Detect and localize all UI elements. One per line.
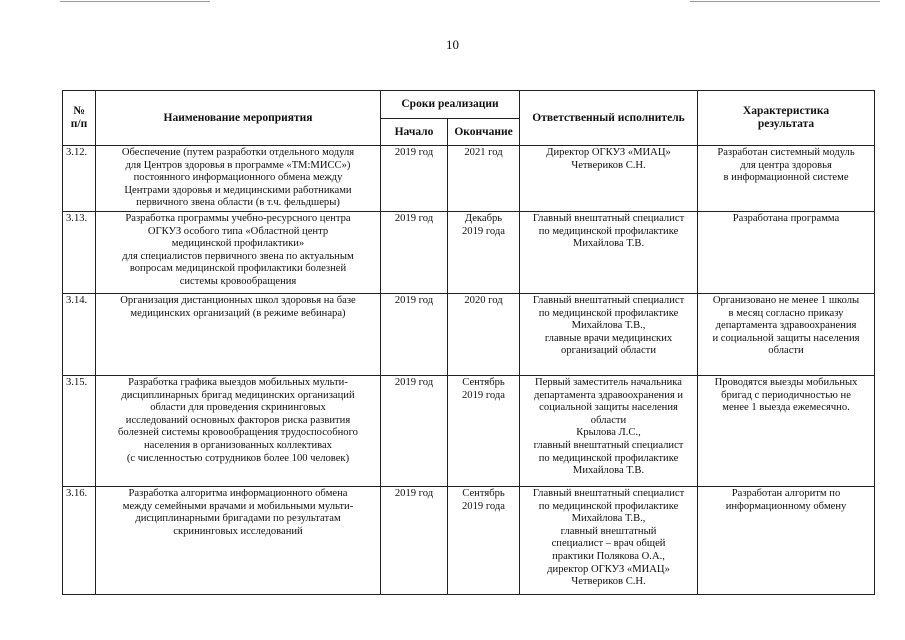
header-num-text: № п/п bbox=[70, 105, 88, 130]
row-end bbox=[448, 211, 520, 293]
header-result-text: Характеристика результата bbox=[742, 105, 830, 130]
row-result-text: Разработан алгоритм по информационному обмену bbox=[725, 487, 847, 512]
row-end-text: Декабрь 2019 года bbox=[462, 212, 506, 237]
row-start: 2019 год bbox=[381, 146, 448, 212]
row-result-text: Разработана программа bbox=[732, 212, 840, 224]
row-end-text: 2021 год bbox=[464, 147, 503, 158]
row-result-text: Организовано не менее 1 школы в месяц согласно приказу департамента здравоохранения и социальной защиты населения области bbox=[712, 294, 860, 357]
page-number: 10 bbox=[446, 37, 459, 52]
header-name: Наименование мероприятия bbox=[96, 91, 381, 146]
row-end: 2020 год bbox=[448, 293, 520, 375]
row-end-text: Сентябрь 2019 года bbox=[462, 376, 506, 401]
table-row bbox=[63, 486, 875, 594]
header-terms: Сроки реализации bbox=[381, 91, 520, 119]
row-start: 2019 год bbox=[381, 486, 448, 594]
row-num: 3.14. bbox=[63, 293, 96, 375]
header-result bbox=[698, 91, 875, 146]
row-result-text: Разработан системный модуль для центра здоровья в информационной системе bbox=[717, 147, 855, 184]
row-result bbox=[698, 293, 875, 375]
row-executor bbox=[520, 211, 698, 293]
scan-artifact-line bbox=[690, 1, 880, 2]
row-end bbox=[448, 146, 520, 212]
row-end bbox=[448, 486, 520, 594]
row-result bbox=[698, 375, 875, 486]
row-num: 3.16. bbox=[63, 486, 96, 594]
row-start: 2019 год bbox=[381, 375, 448, 486]
header-executor: Ответственный исполнитель bbox=[520, 91, 698, 146]
header-num bbox=[63, 91, 96, 146]
row-result bbox=[698, 211, 875, 293]
row-executor bbox=[520, 146, 698, 212]
row-name-text: Разработка алгоритма информационного обмена между семейными врачами и мобильными мульти- дисциплинарными бригадами по результатам скрининговых исследований bbox=[122, 487, 354, 537]
row-num: 3.13. bbox=[63, 211, 96, 293]
row-name bbox=[96, 293, 381, 375]
row-executor-text: Главный внештатный специалист по медицинской профилактике Михайлова Т.В. bbox=[532, 212, 685, 250]
row-executor-text: Главный внештатный специалист по медицинской профилактике Михайлова Т.В., главный внештатный специалист – врач общей практики Полякова О.А., директор ОГКУЗ «МИАЦ» Четвериков С.Н. bbox=[532, 487, 685, 588]
row-name-text: Разработка программы учебно-ресурсного центра ОГКУЗ особого типа «Областной центр медицинской профилактики» для специалистов первичного звена по актуальным вопросам медицинской профилактики болезней системы кровообращения bbox=[122, 212, 354, 287]
row-name bbox=[96, 146, 381, 212]
row-executor bbox=[520, 486, 698, 594]
row-num: 3.12. bbox=[63, 146, 96, 212]
row-start: 2019 год bbox=[381, 293, 448, 375]
row-executor bbox=[520, 375, 698, 486]
row-executor-text: Главный внештатный специалист по медицинской профилактике Михайлова Т.В., главные врачи медицинских организаций области bbox=[532, 294, 685, 357]
row-start: 2019 год bbox=[381, 211, 448, 293]
row-end-text: Сентябрь 2019 года bbox=[462, 487, 506, 512]
table-row bbox=[63, 211, 875, 293]
row-executor-text: Первый заместитель начальника департамента здравоохранения и социальной защиты населения области Крылова Л.С., главный внештатный специалист по медицинской профилактике Михайлова Т.В. bbox=[533, 376, 684, 477]
row-result bbox=[698, 486, 875, 594]
header-end: Окончание bbox=[448, 119, 520, 146]
scan-artifact-line bbox=[60, 1, 210, 2]
row-executor-text: Директор ОГКУЗ «МИАЦ» Четвериков С.Н. bbox=[546, 147, 671, 171]
row-end bbox=[448, 375, 520, 486]
row-name-text: Разработка графика выездов мобильных мульти- дисциплинарных бригад медицинских организаций области для проведения скрининговых исследований основных факторов риска развития болезней системы кровообращения трудоспособного населения в организованных коллективах (с численностью сотрудников более 100 человек) bbox=[118, 376, 358, 464]
row-result bbox=[698, 146, 875, 212]
header-start: Начало bbox=[381, 119, 448, 146]
row-name-text: Обеспечение (путем разработки отдельного модуля для Центров здоровья в программе «ТМ:МИСС») постоянного информационного обмена между Центрами здоровья и медицинскими работниками первичного звена области (в т.ч. фельдшеры) bbox=[121, 147, 355, 209]
table-row bbox=[63, 146, 875, 212]
row-num: 3.15. bbox=[63, 375, 96, 486]
row-name bbox=[96, 211, 381, 293]
activities-table bbox=[62, 90, 875, 595]
row-name bbox=[96, 375, 381, 486]
row-result-text: Проводятся выезды мобильных бригад с периодичностью не менее 1 выезда ежемесячно. bbox=[714, 376, 858, 414]
table-row bbox=[63, 375, 875, 486]
table-row bbox=[63, 293, 875, 375]
row-executor bbox=[520, 293, 698, 375]
row-name-text: Организация дистанционных школ здоровья на базе медицинских организаций (в режиме вебинара) bbox=[120, 294, 356, 319]
row-name bbox=[96, 486, 381, 594]
